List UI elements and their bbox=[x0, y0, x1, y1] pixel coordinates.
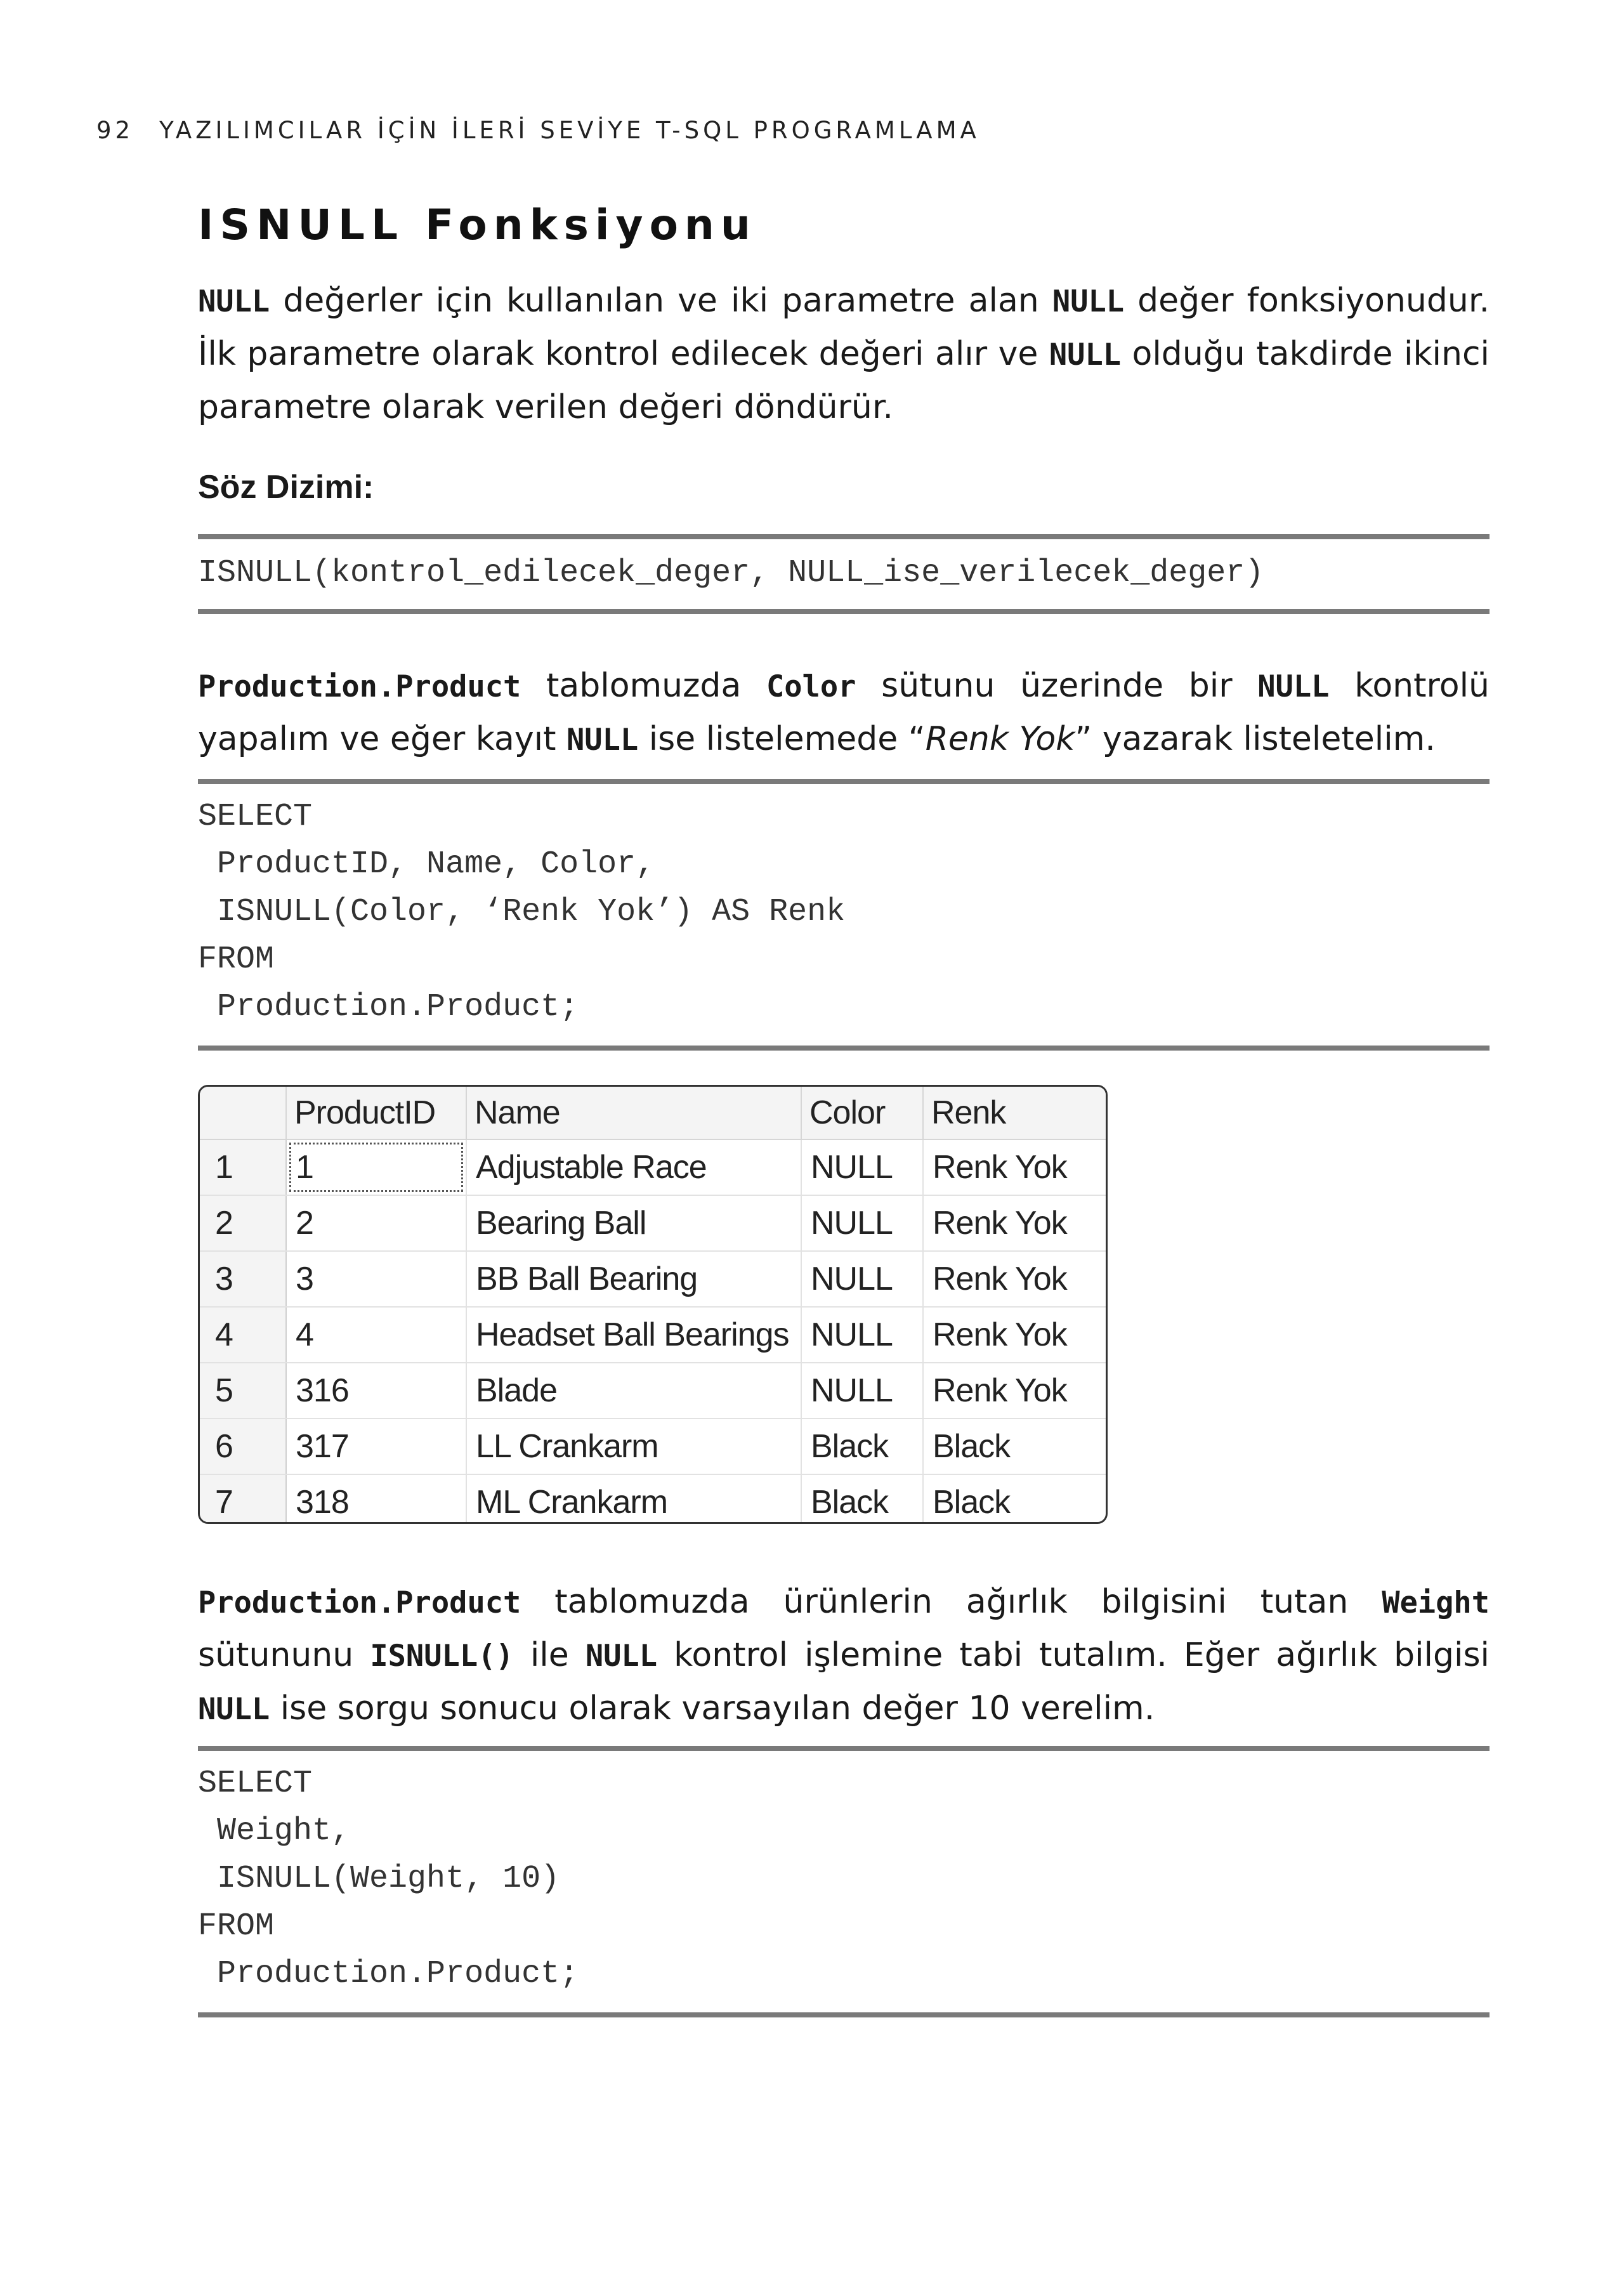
column-header[interactable]: Name bbox=[466, 1087, 801, 1139]
row-number: 2 bbox=[200, 1195, 286, 1251]
code-rule-bottom bbox=[198, 609, 1490, 614]
cell[interactable]: 4 bbox=[286, 1307, 466, 1363]
cell[interactable]: Black bbox=[801, 1474, 923, 1524]
cell[interactable]: NULL bbox=[801, 1251, 923, 1307]
column-header[interactable] bbox=[200, 1087, 286, 1139]
cell[interactable]: 318 bbox=[286, 1474, 466, 1524]
cell[interactable]: Black bbox=[801, 1419, 923, 1474]
row-number: 4 bbox=[200, 1307, 286, 1363]
cell[interactable]: Blade bbox=[466, 1363, 801, 1419]
row-number: 1 bbox=[200, 1139, 286, 1195]
cell[interactable]: Headset Ball Bearings bbox=[466, 1307, 801, 1363]
column-header[interactable]: Color bbox=[801, 1087, 923, 1139]
cell[interactable]: NULL bbox=[801, 1363, 923, 1419]
example2-paragraph: Production.Product tablomuzda ürünlerin ağırlık bilgisini tutan Weight sütununu ISNULL() ile NULL kontrol işlemine tabi tutalım. Eğer ağırlık bilgisi NULL ise sorgu sonucu olarak varsayılan değer 10 verelim. bbox=[198, 1583, 1490, 1728]
cell[interactable]: 3 bbox=[286, 1251, 466, 1307]
code-line: ISNULL(Color, ‘Renk Yok’) AS Renk bbox=[198, 894, 846, 930]
cell[interactable]: 317 bbox=[286, 1419, 466, 1474]
table-row[interactable] bbox=[200, 1307, 1106, 1363]
cell[interactable]: NULL bbox=[801, 1307, 923, 1363]
code-line: ProductID, Name, Color, bbox=[198, 846, 655, 882]
column-header[interactable]: ProductID bbox=[286, 1087, 466, 1139]
table-row[interactable] bbox=[200, 1474, 1106, 1524]
column-header[interactable]: Renk bbox=[923, 1087, 1106, 1139]
cell[interactable]: Black bbox=[933, 1484, 1011, 1521]
code-line: SELECT bbox=[198, 799, 313, 835]
result-grid bbox=[198, 1085, 1108, 1524]
code-line: SELECT bbox=[198, 1766, 313, 1802]
cell[interactable]: Black bbox=[923, 1419, 1106, 1474]
cell[interactable]: Bearing Ball bbox=[466, 1195, 801, 1251]
cell[interactable]: Renk Yok bbox=[923, 1195, 1106, 1251]
cell[interactable]: 316 bbox=[286, 1363, 466, 1419]
code-line: ISNULL(Weight, 10) bbox=[198, 1861, 560, 1897]
row-number: 3 bbox=[200, 1251, 286, 1307]
row-number: 7 bbox=[200, 1474, 286, 1524]
code-rule-top bbox=[198, 1746, 1490, 1751]
table-row[interactable] bbox=[200, 1363, 1106, 1419]
cell[interactable]: Adjustable Race bbox=[466, 1139, 801, 1195]
example1-code bbox=[198, 793, 1490, 1031]
code-line: Production.Product; bbox=[198, 989, 579, 1025]
cell[interactable]: NULL bbox=[801, 1195, 923, 1251]
cell[interactable]: Renk Yok bbox=[923, 1307, 1106, 1363]
grid-header-row bbox=[200, 1087, 1106, 1139]
cell[interactable]: 1 bbox=[286, 1139, 466, 1195]
syntax-code: ISNULL(kontrol_edilecek_deger, NULL_ise_verilecek_deger) bbox=[198, 555, 1264, 591]
code-rule-top bbox=[198, 779, 1490, 784]
cell[interactable]: BB Ball Bearing bbox=[466, 1251, 801, 1307]
syntax-heading: Söz Dizimi: bbox=[198, 469, 374, 506]
code-rule-bottom bbox=[198, 1046, 1490, 1051]
example2-code bbox=[198, 1760, 1490, 1998]
table-row[interactable] bbox=[200, 1419, 1106, 1474]
table-row[interactable] bbox=[200, 1251, 1106, 1307]
table-row[interactable] bbox=[200, 1139, 1106, 1195]
cell[interactable]: Renk Yok bbox=[923, 1363, 1106, 1419]
cell[interactable]: Renk Yok bbox=[923, 1139, 1106, 1195]
page-number: 92 bbox=[96, 117, 134, 144]
cell[interactable]: LL Crankarm bbox=[466, 1419, 801, 1474]
book-title: YAZILIMCILAR İÇİN İLERİ SEVİYE T-SQL PROGRAMLAMA bbox=[159, 117, 980, 144]
cell[interactable]: NULL bbox=[801, 1139, 923, 1195]
cell[interactable]: Renk Yok bbox=[923, 1251, 1106, 1307]
cell[interactable]: 2 bbox=[286, 1195, 466, 1251]
code-line: FROM bbox=[198, 1908, 275, 1944]
code-line: Production.Product; bbox=[198, 1956, 579, 1992]
code-rule-top bbox=[198, 534, 1490, 539]
row-number: 5 bbox=[200, 1363, 286, 1419]
running-header bbox=[96, 117, 980, 144]
cell[interactable]: ML Crankarm bbox=[466, 1474, 801, 1524]
code-rule-bottom bbox=[198, 2012, 1490, 2017]
code-line: FROM bbox=[198, 941, 275, 978]
section-title: ISNULL Fonksiyonu bbox=[198, 200, 757, 249]
code-line: Weight, bbox=[198, 1813, 351, 1849]
table-row[interactable] bbox=[200, 1195, 1106, 1251]
intro-paragraph: NULL değerler için kullanılan ve iki parametre alan NULL değer fonksiyonudur. İlk parametre olarak kontrol edilecek değeri alır ve NULL olduğu takdirde ikinci parametre olarak verilen değeri döndürür. bbox=[198, 282, 1490, 426]
example1-paragraph: Production.Product tablomuzda Color sütunu üzerinde bir NULL kontrolü yapalım ve eğer kayıt NULL ise listelemede “Renk Yok” yazarak listeletelim. bbox=[198, 667, 1490, 758]
row-number: 6 bbox=[200, 1419, 286, 1474]
